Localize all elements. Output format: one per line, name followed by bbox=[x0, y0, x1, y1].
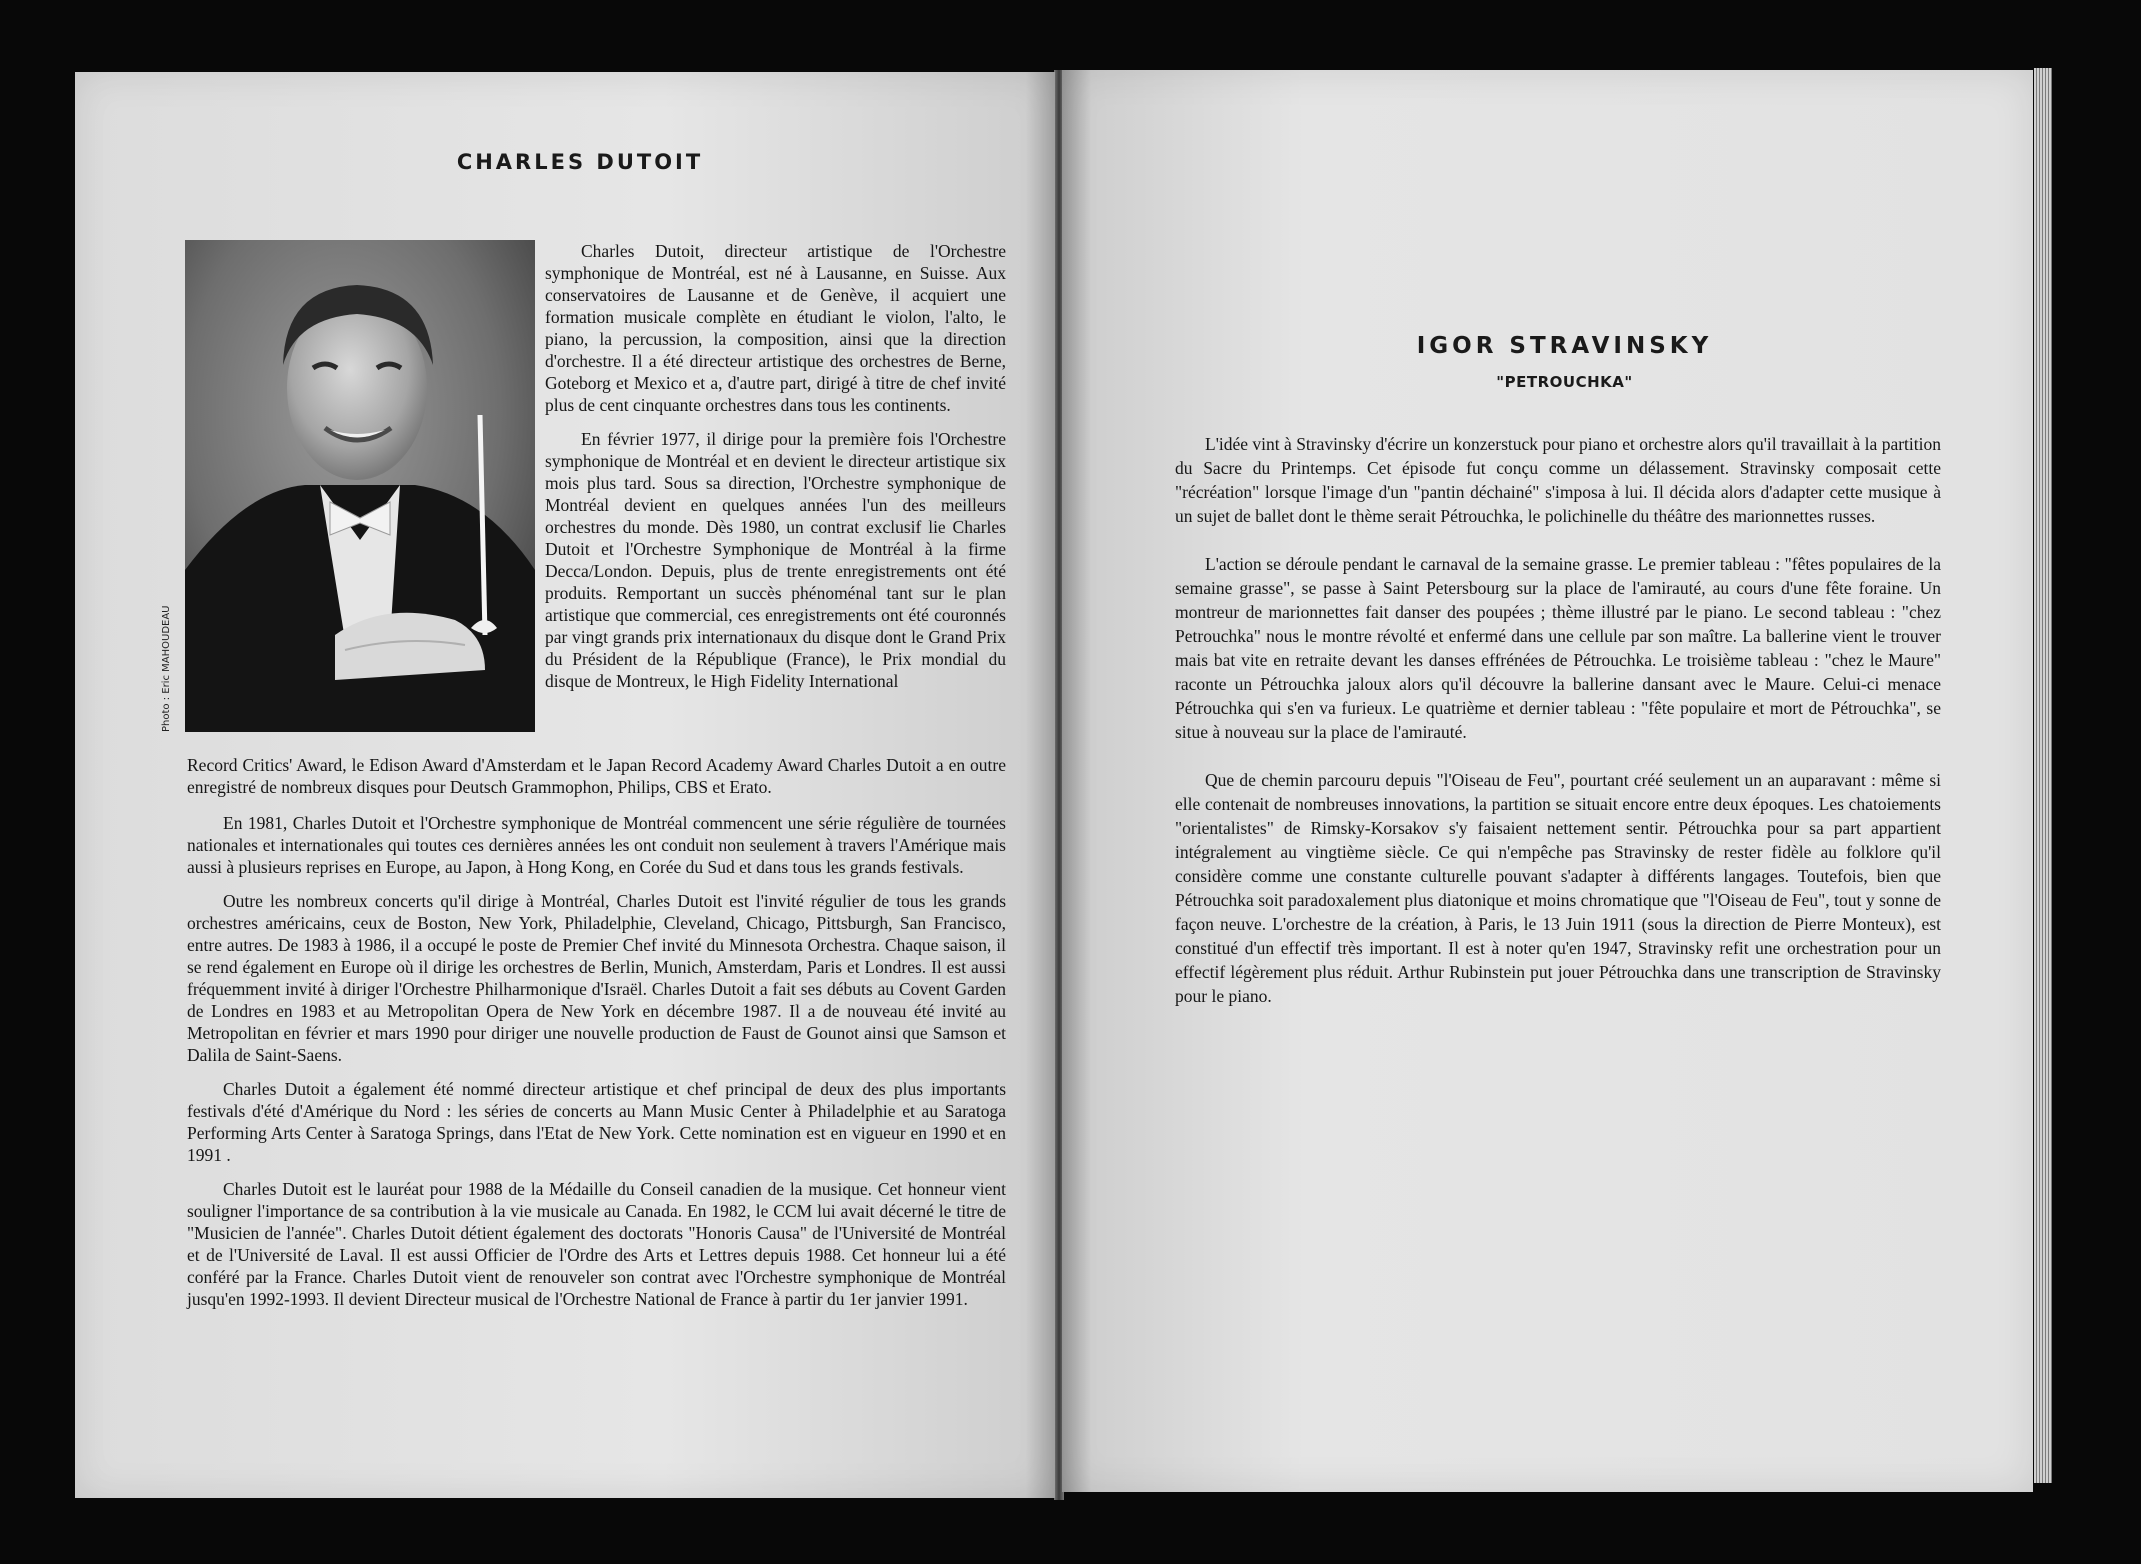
portrait-photo bbox=[185, 240, 535, 732]
piece-title: IGOR STRAVINSKY bbox=[1416, 333, 1713, 359]
conductor-portrait-image bbox=[185, 240, 535, 732]
bio-continuation bbox=[187, 754, 1006, 810]
notes-paragraph: L'action se déroule pendant le carnaval de la semaine grasse. Le premier tableau : "fêtes populaires de la semaine grasse", se passe à Saint Petersbourg sur la place de l'amirauté, au cours d'une fête foraine. Un montreur de marionnettes fait danser des poupées ; thème illustré par le piano. Le second tableau : "chez Petrouchka" nous le montre révolté et enfermé dans une cellule par son maître. La ballerine vient le trouver mais bat vite en retraite devant les danses effrénées de Pétrouchka. Le troisième tableau : "chez le Maure" raconte un Pétrouchka jaloux alors qu'il découvre la ballerine dansant avec le Maure. Celui-ci menace Pétrouchka qui s'en va furieux. Le quatrième et dernier tableau : "fête populaire et mort de Pétrouchka", se situe à nouveau sur la place de l'amirauté. bbox=[1175, 554, 1941, 742]
bio-main bbox=[187, 812, 1006, 1322]
left-page bbox=[75, 72, 1055, 1498]
bio-paragraph: En février 1977, il dirige pour la première fois l'Orchestre symphonique de Montréal et en devient le directeur artistique six mois plus tard. Sous sa direction, l'Orchestre symphonique de Montréal devient en quelques années l'un des meilleurs orchestres du monde. Dès 1980, un contrat exclusif lie Charles Dutoit et l'Orchestre Symphonique de Montréal à la firme Decca/London. Depuis, plus de trente enregistrements ont été produits. Remportant un succès phénoménal tant sur le plan artistique que commercial, ces enregistrements ont été couronnés par vingt grands prix internationaux du disque dont le Grand Prix du Président de la République (France), le Prix mondial du disque de Montreux, le High Fidelity International bbox=[545, 429, 1006, 691]
page-title: CHARLES DUTOIT bbox=[456, 150, 704, 174]
photo-credit: Photo : Eric MAHOUDEAU bbox=[161, 605, 172, 732]
bio-paragraph: Outre les nombreux concerts qu'il dirige à Montréal, Charles Dutoit est l'invité régulier de tous les grands orchestres américains, ceux de Boston, New York, Philadelphie, Cleveland, Chicago, Pittsburgh, San Francisco, entre autres. De 1983 à 1986, il a occupé le poste de Premier Chef invité du Minnesota Orchestra. Chaque saison, il se rend également en Europe où il dirige les orchestres de Berlin, Munich, Amsterdam, Paris et Londres. Il est aussi fréquemment invité à diriger l'Orchestre Philharmonique d'Israël. Charles Dutoit a fait ses débuts au Covent Garden de Londres en 1983 et au Metropolitan Opera de New York en décembre 1987. Il a de nouveau été invité au Metropolitan en février et mars 1990 pour diriger une nouvelle production de Faust de Gounot ainsi que Samson et Dalila de Saint-Saens. bbox=[187, 891, 1006, 1065]
page-edges bbox=[2034, 68, 2052, 1483]
notes-paragraph: L'idée vint à Stravinsky d'écrire un konzerstuck pour piano et orchestre alors qu'il travaillait à la partition du Sacre du Printemps. Cet épisode fut conçu comme un délassement. Stravinsky composait cette "récréation" lorsque l'image d'un "pantin déchainé" s'imposa à lui. Il décida alors d'adapter cette musique à un sujet de ballet dont le thème serait Pétrouchka, le polichinelle du théâtre des marionnettes russes. bbox=[1175, 434, 1941, 526]
bio-paragraph: En 1981, Charles Dutoit et l'Orchestre symphonique de Montréal commencent une série régulière de tournées nationales et internationales qui toutes ces dernières années les ont conduit non seulement à travers l'Amérique mais aussi à plusieurs reprises en Europe, au Japon, à Hong Kong, en Corée du Sud et dans tous les grands festivals. bbox=[187, 813, 1006, 877]
notes-paragraph: Que de chemin parcouru depuis "l'Oiseau de Feu", pourtant créé seulement un an auparavant : même si elle contenait de nombreuses innovations, la partition se situait encore entre deux époques. Les chatoiements "orientalistes" de Rimsky-Korsakov s'y faisaient nettement sentir. Pétrouchka pour sa part appartient intégralement au vingtième siècle. Ce qui n'empêche pas Stravinsky de rester fidèle au folklore qu'il considère comme une constante culturelle pouvant s'adapter à différents langages. Toutefois, bien que Pétrouchka soit paradoxalement plus diatonique et moins chromatique que "l'Oiseau de Feu", tout y sonne de façon neuve. L'orchestre de la création, à Paris, le 13 Juin 1911 (sous la direction de Pierre Monteux), est constitué d'un effectif très important. Il est à noter qu'en 1947, Stravinsky refit une orchestration pour un effectif légèrement plus réduit. Arthur Rubinstein put jouer Pétrouchka dans une transcription de Stravinsky pour le piano. bbox=[1175, 770, 1941, 1006]
piece-subtitle: "PETROUCHKA" bbox=[1496, 373, 1633, 391]
bio-paragraph: Charles Dutoit, directeur artistique de l'Orchestre symphonique de Montréal, est né à Lausanne, en Suisse. Aux conservatoires de Lausanne et de Genève, il acquiert une formation musicale complète en étudiant le violon, l'alto, le piano, la percussion, la composition, ainsi que la direction d'orchestre. Il a été directeur artistique des orchestres de Berne, Goteborg et Mexico et a, d'autre part, dirigé à titre de chef invité plus de cent cinquante orchestres dans tous les continents. bbox=[545, 241, 1006, 415]
bio-paragraph: Record Critics' Award, le Edison Award d'Amsterdam et le Japan Record Academy Award Charles Dutoit a en outre enregistré de nombreux disques pour Deutsch Grammophon, Philips, CBS et Erato. bbox=[187, 755, 1006, 797]
bio-paragraph: Charles Dutoit est le lauréat pour 1988 de la Médaille du Conseil canadien de la musique. Cet honneur vient souligner l'importance de sa contribution à la vie musicale au Canada. En 1982, le CCM lui avait décerné le titre de "Musicien de l'année". Charles Dutoit détient également des doctorats "Honoris Causa" de l'Université de Montréal et de l'Université de Laval. Il est aussi Officier de l'Ordre des Arts et Lettres depuis 1988. Cet honneur lui a été conféré par la France. Charles Dutoit vient de renouveler son contrat avec l'Orchestre symphonique de Montréal jusqu'en 1992-1993. Il devient Directeur musical de l'Orchestre National de France à partir du 1er janvier 1991. bbox=[187, 1179, 1006, 1309]
bio-paragraph: Charles Dutoit a également été nommé directeur artistique et chef principal de deux des plus importants festivals d'été d'Amérique du Nord : les séries de concerts au Mann Music Center à Philadelphie et au Saratoga Performing Arts Center à Saratoga Springs, dans l'Etat de New York. Cette nomination est en vigueur en 1990 et en 1991 . bbox=[187, 1079, 1006, 1165]
bio-intro bbox=[545, 240, 1006, 692]
right-page bbox=[1062, 70, 2033, 1492]
program-notes bbox=[1175, 432, 1941, 1032]
